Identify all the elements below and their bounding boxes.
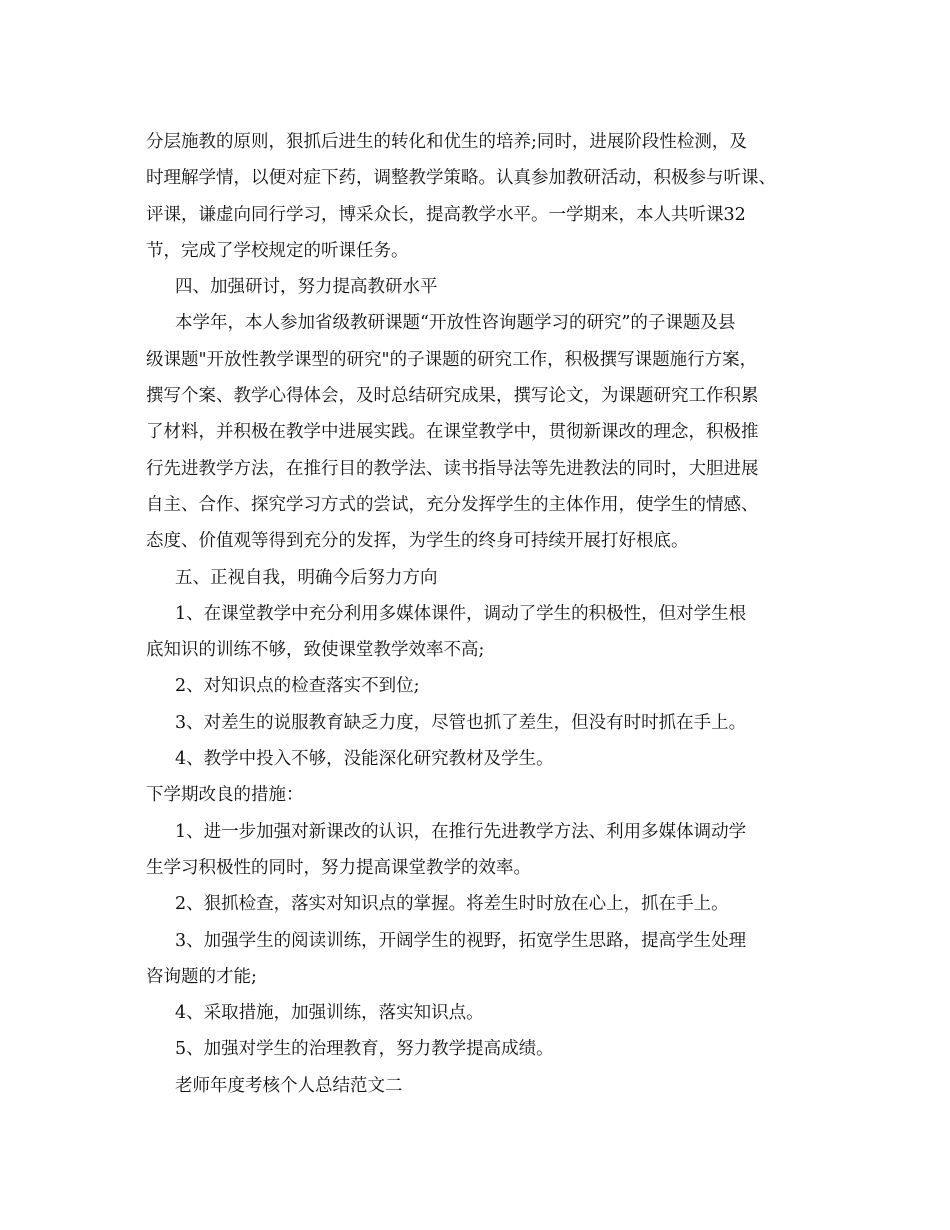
text-line: 4、采取措施，加强训练，落实知识点。 <box>175 1003 484 1024</box>
text-line: 时理解学情，以便对症下药，调整教学策略。认真参加教研活动，积极参与听课、 <box>146 168 776 189</box>
text-line: 自主、合作、探究学习方式的尝试，充分发挥学生的主体作用，使学生的情感、 <box>146 494 759 515</box>
text-line: 1、进一步加强对新课改的认识，在推行先进教学方法、利用多媒体调动学 <box>175 821 747 842</box>
text-line: 5、加强对学生的治理教育，努力教学提高成绩。 <box>175 1039 554 1060</box>
text-line: 态度、价值观等得到充分的发挥，为学生的终身可持续开展打好根底。 <box>146 531 689 552</box>
text-line: 老师年度考核个人总结范文二 <box>175 1075 403 1096</box>
text-line: 级课题"开放性教学课型的研究"的子课题的研究工作，积极撰写课题施行方案， <box>146 349 758 370</box>
text-line: 行先进教学方法，在推行目的教学法、读书指导法等先进教法的同时，大胆进展 <box>146 458 759 479</box>
document-body <box>146 124 826 1104</box>
text-line: 了材料，并积极在教学中进展实践。在课堂教学中，贯彻新课改的理念，积极推 <box>146 422 759 443</box>
text-line: 撰写个案、教学心得体会，及时总结研究成果，撰写论文，为课题研究工作积累 <box>146 386 759 407</box>
text-line: 底知识的训练不够，致使课堂教学效率不高; <box>146 640 485 661</box>
text-line: 生学习积极性的同时，努力提高课堂教学的效率。 <box>146 857 531 878</box>
text-line: 评课，谦虚向同行学习，博采众长，提高教学水平。一学期来，本人共听课32 <box>146 204 746 225</box>
text-line: 五、正视自我，明确今后努力方向 <box>175 567 438 588</box>
text-line: 四、加强研讨，努力提高教研水平 <box>175 277 438 298</box>
text-line: 1、在课堂教学中充分利用多媒体课件，调动了学生的积极性，但对学生根 <box>175 603 747 624</box>
text-line: 2、狠抓检查，落实对知识点的掌握。将差生时时放在心上，抓在手上。 <box>175 894 729 915</box>
text-line: 节，完成了学校规定的听课任务。 <box>146 240 409 261</box>
text-line: 下学期改良的措施： <box>146 785 304 806</box>
text-line: 4、教学中投入不够，没能深化研究教材及学生。 <box>175 749 554 770</box>
text-line: 咨询题的才能; <box>146 966 257 987</box>
text-line: 分层施教的原则，狠抓后进生的转化和优生的培养;同时，进展阶段性检测，及 <box>146 132 747 152</box>
text-line: 本学年，本人参加省级教研课题“开放性咨询题学习的研究”的子课题及县 <box>175 313 736 334</box>
text-line: 3、加强学生的阅读训练，开阔学生的视野，拓宽学生思路，提高学生处理 <box>175 930 747 951</box>
text-line: 3、对差生的说服教育缺乏力度，尽管也抓了差生，但没有时时抓在手上。 <box>175 712 747 733</box>
text-line: 2、对知识点的检查落实不到位; <box>175 676 420 697</box>
